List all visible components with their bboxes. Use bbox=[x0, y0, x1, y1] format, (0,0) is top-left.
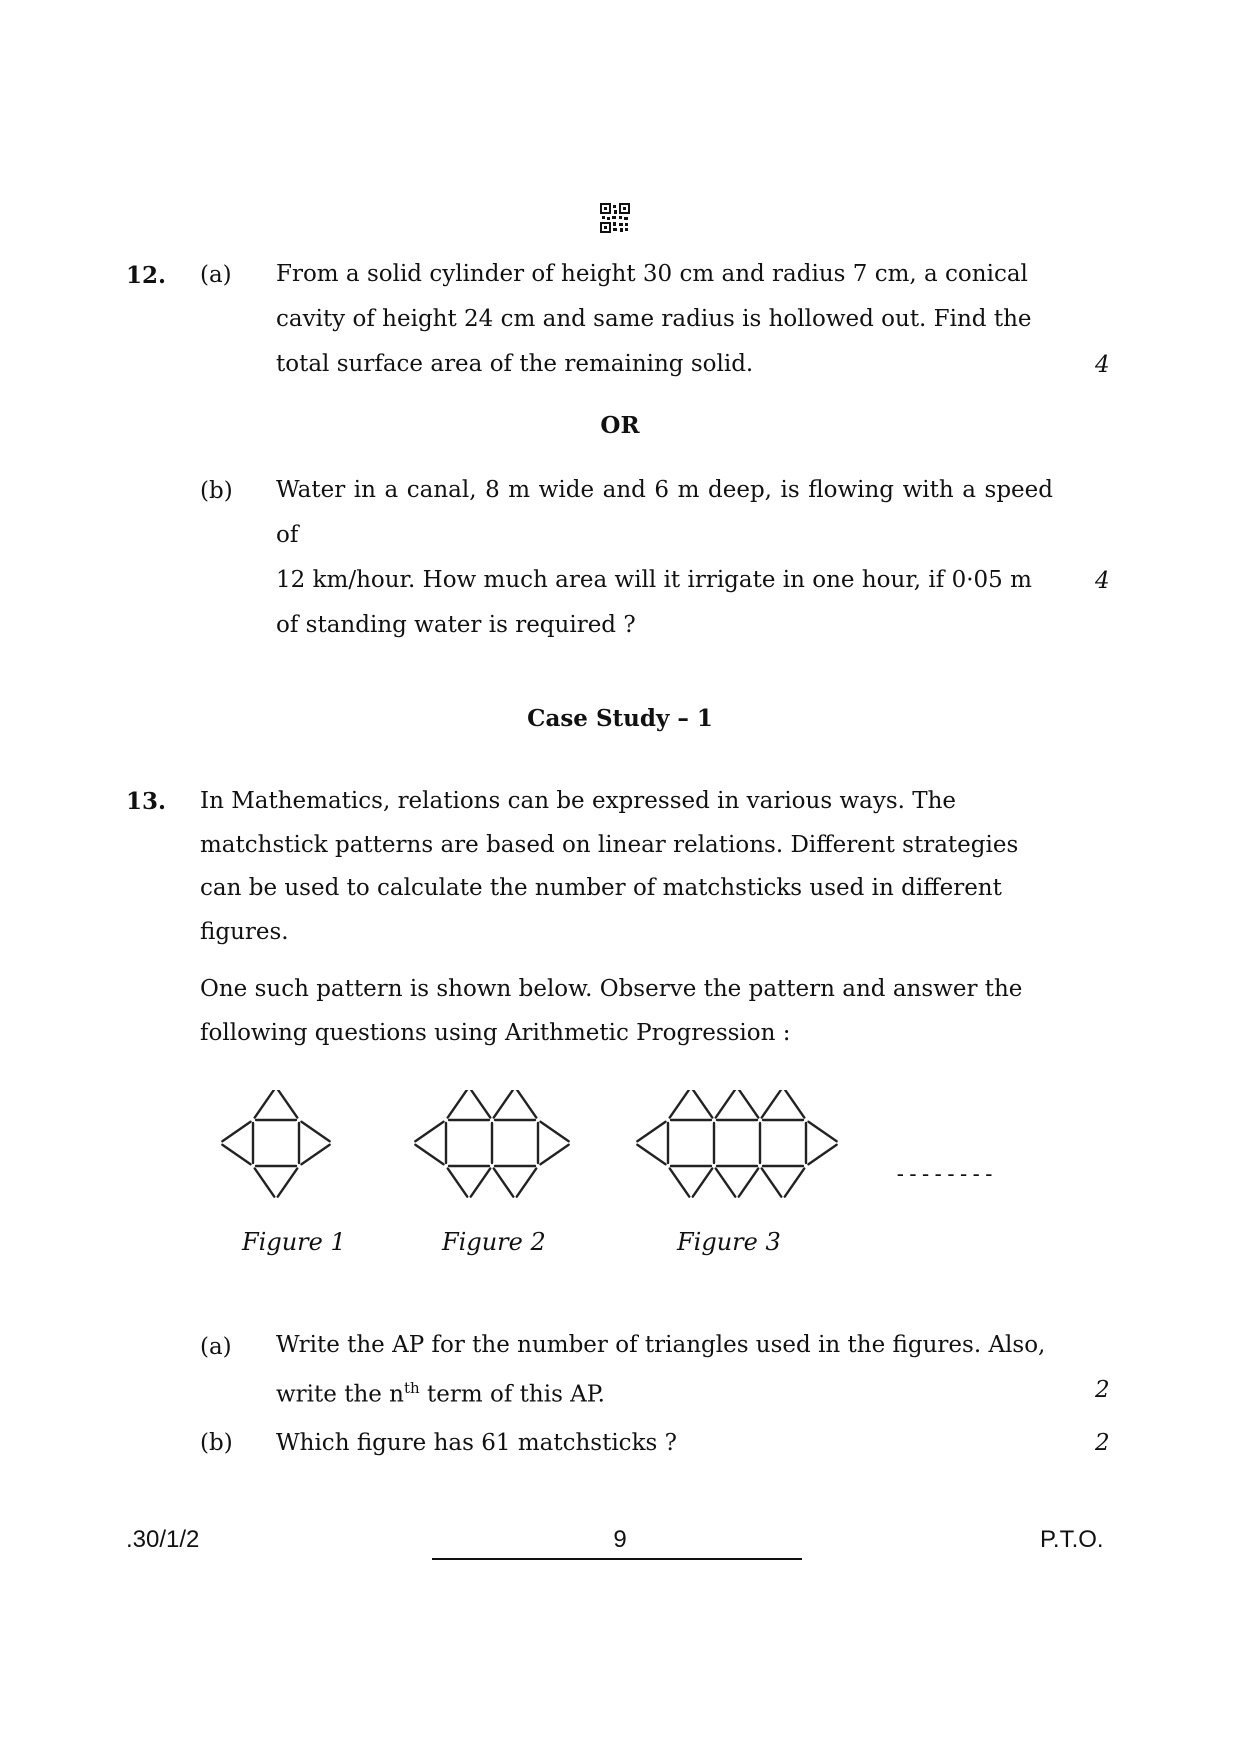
matchstick bbox=[255, 1168, 275, 1196]
page-number: 9 bbox=[613, 1526, 627, 1553]
matchstick bbox=[716, 1090, 736, 1118]
marks-label: 2 bbox=[1095, 1377, 1110, 1403]
matchstick bbox=[471, 1168, 491, 1196]
matchstick bbox=[739, 1090, 759, 1118]
matchstick bbox=[471, 1090, 491, 1118]
matchstick bbox=[448, 1168, 468, 1196]
matchstick bbox=[785, 1168, 805, 1196]
matchstick bbox=[762, 1090, 782, 1118]
continuation-dashes: -------- bbox=[894, 1162, 996, 1186]
matchstick bbox=[301, 1122, 329, 1142]
text-line: can be used to calculate the number of matchsticks used in different bbox=[200, 875, 1002, 901]
matchstick bbox=[415, 1145, 443, 1165]
matchstick bbox=[415, 1122, 443, 1142]
matchstick bbox=[637, 1122, 665, 1142]
question-number: 13. bbox=[126, 788, 167, 815]
matchstick bbox=[494, 1168, 514, 1196]
text-line: 12 km/hour. How much area will it irrigate in one hour, if 0·05 m bbox=[276, 567, 1032, 593]
text-line: following questions using Arithmetic Progression : bbox=[200, 1019, 791, 1046]
matchstick bbox=[762, 1168, 782, 1196]
matchstick bbox=[517, 1168, 537, 1196]
question-text bbox=[276, 252, 1053, 387]
text-line bbox=[276, 1367, 1053, 1417]
case-study-intro bbox=[200, 780, 1053, 954]
pattern-description bbox=[200, 968, 1053, 1055]
figure-caption: Figure 3 bbox=[677, 1228, 781, 1256]
text-line: Water in a canal, 8 m wide and 6 m deep, is flowing with a speed of bbox=[276, 477, 1053, 548]
sub-question-label: (b) bbox=[200, 478, 233, 504]
matchstick bbox=[637, 1145, 665, 1165]
matchstick bbox=[785, 1090, 805, 1118]
matchstick bbox=[448, 1090, 468, 1118]
matchstick bbox=[222, 1145, 250, 1165]
sub-question-label: (a) bbox=[200, 1334, 232, 1360]
matchstick bbox=[222, 1122, 250, 1142]
question-text bbox=[276, 1324, 1053, 1417]
sub-question-label: (a) bbox=[200, 262, 232, 288]
matchstick-pattern-figure bbox=[0, 1090, 1241, 1240]
matchstick bbox=[808, 1122, 836, 1142]
text-line: cavity of height 24 cm and same radius is hollowed out. Find the bbox=[276, 306, 1032, 332]
matchstick bbox=[808, 1145, 836, 1165]
or-separator: OR bbox=[600, 412, 640, 439]
figure-caption: Figure 2 bbox=[442, 1228, 546, 1256]
text-fragment: write the n bbox=[276, 1381, 404, 1408]
superscript: th bbox=[404, 1379, 420, 1397]
question-number: 12. bbox=[126, 262, 167, 289]
marks-label: 4 bbox=[1095, 352, 1110, 378]
matchstick bbox=[670, 1090, 690, 1118]
paper-code: .30/1/2 bbox=[126, 1526, 200, 1553]
matchstick bbox=[278, 1168, 298, 1196]
matchstick bbox=[494, 1090, 514, 1118]
matchstick bbox=[670, 1168, 690, 1196]
case-study-title: Case Study – 1 bbox=[527, 705, 713, 732]
text-line: From a solid cylinder of height 30 cm and radius 7 cm, a conical bbox=[276, 261, 1028, 287]
footer-rule bbox=[432, 1558, 802, 1560]
sub-question-label: (b) bbox=[200, 1430, 233, 1456]
matchstick bbox=[278, 1090, 298, 1118]
text-line: Write the AP for the number of triangles used in the figures. Also, bbox=[276, 1332, 1046, 1358]
matchstick bbox=[716, 1168, 736, 1196]
text-line: figures. bbox=[200, 918, 289, 945]
text-line: matchstick patterns are based on linear relations. Different strategies bbox=[200, 831, 1019, 858]
matchstick bbox=[693, 1090, 713, 1118]
marks-label: 2 bbox=[1095, 1430, 1110, 1456]
question-text: Which figure has 61 matchsticks ? bbox=[276, 1430, 677, 1456]
question-text bbox=[276, 468, 1053, 648]
please-turn-over: P.T.O. bbox=[1040, 1526, 1104, 1553]
matchstick bbox=[693, 1168, 713, 1196]
marks-label: 4 bbox=[1095, 568, 1110, 594]
matchstick bbox=[540, 1122, 568, 1142]
matchstick bbox=[255, 1090, 275, 1118]
text-fragment: term of this AP. bbox=[419, 1381, 605, 1408]
matchstick bbox=[540, 1145, 568, 1165]
text-line: One such pattern is shown below. Observe the pattern and answer the bbox=[200, 976, 1023, 1002]
text-line: total surface area of the remaining solid. bbox=[276, 351, 754, 377]
figure-caption: Figure 1 bbox=[242, 1228, 346, 1256]
text-line: of standing water is required ? bbox=[276, 612, 636, 638]
qr-code-icon bbox=[600, 203, 630, 233]
matchstick bbox=[517, 1090, 537, 1118]
matchstick bbox=[301, 1145, 329, 1165]
text-line: In Mathematics, relations can be expressed in various ways. The bbox=[200, 788, 957, 814]
matchstick bbox=[739, 1168, 759, 1196]
